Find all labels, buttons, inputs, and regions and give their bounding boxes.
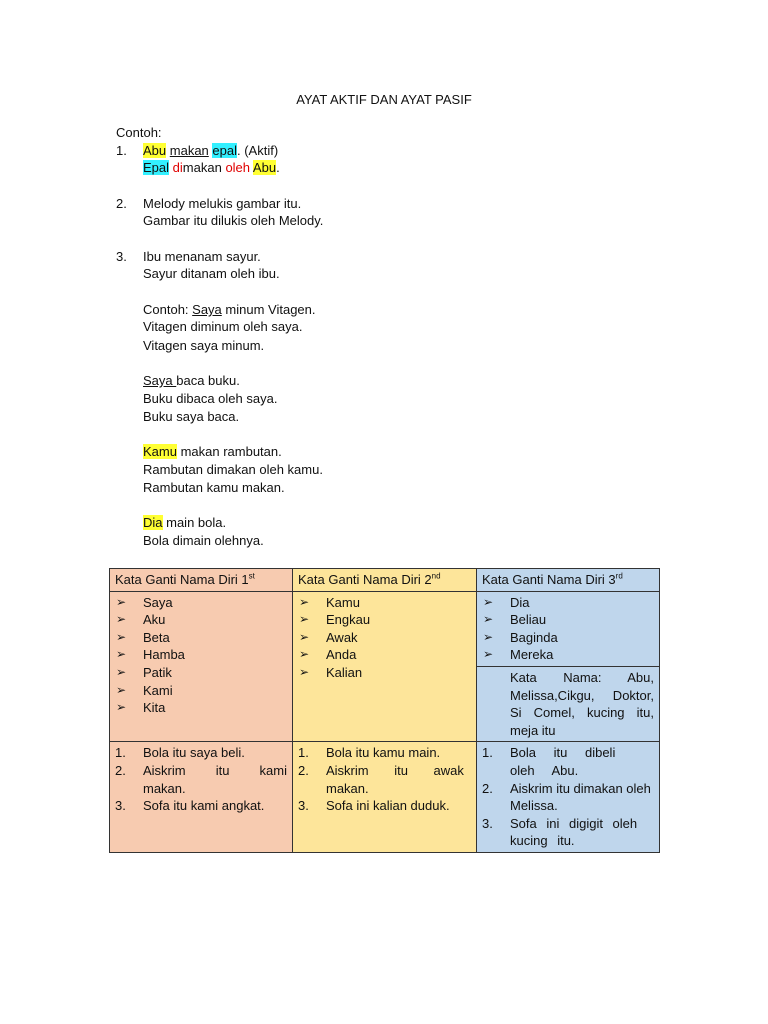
saya2-example-line-1: [143, 372, 240, 389]
list-item: ➢ Kita: [115, 699, 287, 717]
saya-example-line-1: [143, 301, 316, 318]
dia-example-line-1: [143, 514, 226, 531]
sentence-text: Bola itu kamu main.: [326, 745, 441, 761]
aktif-label: . (Aktif): [237, 143, 279, 158]
saya-example-line-2: Vitagen diminum oleh saya.: [143, 319, 303, 334]
header-first-person-sup: st: [248, 571, 255, 581]
contoh-label: Contoh:: [116, 125, 162, 140]
sentence-text: Bola itu saya beli.: [143, 745, 245, 761]
list-item: ➢ Hamba: [115, 646, 287, 664]
example-3-number: 3.: [116, 249, 127, 264]
list-item: [298, 744, 471, 762]
example-1-number: 1.: [116, 143, 127, 158]
third-person-sentences: [477, 742, 660, 853]
list-item: [298, 797, 471, 815]
word-epal-2: Epal: [143, 160, 170, 175]
example-3-passive: Sayur ditanam oleh ibu.: [143, 266, 280, 281]
list-item: [115, 744, 287, 762]
list-item: [115, 797, 287, 815]
word-kamu: Kamu: [143, 444, 177, 459]
sentence-text: Bola itu dibeli oleh Abu.: [510, 745, 616, 778]
example-1-passive: [143, 159, 280, 176]
list-item: ➢ Awak: [298, 629, 471, 647]
list-item: [482, 780, 654, 815]
table-sentences-row: [110, 742, 660, 853]
saya2-example-line-2: Buku dibaca oleh saya.: [143, 391, 278, 406]
header-second-person-sup: nd: [431, 571, 441, 581]
saya2-rest: baca buku.: [176, 373, 240, 388]
item-number: 3.: [482, 815, 493, 831]
second-person-list: [298, 594, 471, 682]
word-abu: Abu: [143, 143, 167, 158]
first-person-words: [110, 591, 293, 742]
list-item: ➢ Mereka: [482, 646, 654, 664]
item-number: 3.: [115, 798, 126, 814]
saya-example-line-3: Vitagen saya minum.: [143, 338, 265, 353]
list-item: ➢ Dia: [482, 594, 654, 612]
first-person-sentence-list: [115, 744, 287, 814]
list-item: [115, 762, 287, 797]
third-person-list: [482, 594, 654, 664]
example-2-number: 2.: [116, 196, 127, 211]
item-number: 2.: [115, 762, 126, 778]
dia-rest: main bola.: [162, 515, 227, 530]
list-item: [482, 744, 654, 779]
list-item: ➢ Kami: [115, 682, 287, 700]
word-saya: Saya: [192, 302, 222, 317]
item-number: 1.: [298, 745, 309, 761]
third-person-words: [477, 591, 660, 742]
list-item: ➢ Beliau: [482, 611, 654, 629]
example-1-active: [143, 142, 278, 159]
third-person-sentence-list: [482, 744, 654, 850]
list-item: ➢ Engkau: [298, 611, 471, 629]
list-item: ➢ Patik: [115, 664, 287, 682]
list-item: ➢ Kalian: [298, 664, 471, 682]
sentence-text: Sofa ini kalian duduk.: [326, 798, 450, 814]
word-makan: makan: [169, 143, 209, 158]
word-makan-2: makan: [182, 160, 222, 175]
second-person-sentence-list: [298, 744, 471, 814]
header-third-person-text: Kata Ganti Nama Diri 3: [482, 572, 616, 587]
sentence-text: Aiskrim itu dimakan oleh Melissa.: [510, 780, 651, 814]
first-person-list: [115, 594, 287, 717]
dia-example-line-2: Bola dimain olehnya.: [143, 533, 264, 548]
second-person-sentences: [293, 742, 477, 853]
list-item: ➢ Anda: [298, 646, 471, 664]
list-item: [482, 815, 654, 850]
word-oleh: oleh: [225, 160, 251, 175]
kamu-rest: makan rambutan.: [176, 444, 282, 459]
kamu-example-line-1: [143, 443, 282, 460]
header-second-person: [293, 569, 477, 592]
header-third-person: [477, 569, 660, 592]
third-person-noun-note: Kata Nama: Abu, Melissa,Cikgu, Doktor, Si Comel, kucing itu, meja itu: [477, 666, 659, 739]
period: .: [276, 160, 280, 175]
kamu-example-line-3: Rambutan kamu makan.: [143, 480, 285, 495]
word-saya-2: Saya: [143, 373, 177, 388]
item-number: 1.: [482, 745, 493, 761]
item-number: 3.: [298, 798, 309, 814]
list-item: ➢ Kamu: [298, 594, 471, 612]
word-dia: Dia: [143, 515, 163, 530]
list-item: [298, 762, 471, 797]
list-item: ➢ Baginda: [482, 629, 654, 647]
kamu-example-line-2: Rambutan dimakan oleh kamu.: [143, 462, 323, 477]
first-person-sentences: [110, 742, 293, 853]
sentence-text: Aiskrim itu kami makan.: [143, 762, 287, 796]
sentence-text: Aiskrim itu awak makan.: [326, 762, 464, 796]
item-number: 2.: [482, 780, 493, 796]
saya-rest: minum Vitagen.: [221, 302, 316, 317]
sentence-text: Sofa itu kami angkat.: [143, 798, 265, 814]
header-second-person-text: Kata Ganti Nama Diri 2: [298, 572, 432, 587]
contoh-prefix: Contoh:: [143, 302, 193, 317]
header-first-person: [110, 569, 293, 592]
table-words-row: [110, 591, 660, 742]
word-epal: epal: [212, 143, 237, 158]
item-number: 1.: [115, 745, 126, 761]
example-3-active: Ibu menanam sayur.: [143, 249, 261, 264]
table-header-row: [110, 569, 660, 592]
list-item: ➢ Beta: [115, 629, 287, 647]
list-item: ➢ Aku: [115, 611, 287, 629]
second-person-words: [293, 591, 477, 742]
item-number: 2.: [298, 762, 309, 778]
pronoun-table: [109, 568, 660, 853]
header-first-person-text: Kata Ganti Nama Diri 1: [115, 572, 249, 587]
prefix-di: di: [172, 160, 183, 175]
example-2-passive: Gambar itu dilukis oleh Melody.: [143, 213, 324, 228]
example-2-active: Melody melukis gambar itu.: [143, 196, 302, 211]
page-title: AYAT AKTIF DAN AYAT PASIF: [296, 92, 472, 107]
word-abu-2: Abu: [252, 160, 277, 175]
list-item: ➢ Saya: [115, 594, 287, 612]
sentence-text: Sofa ini digigit oleh kucing itu.: [510, 815, 638, 849]
header-third-person-sup: rd: [615, 571, 623, 581]
saya2-example-line-3: Buku saya baca.: [143, 409, 240, 424]
